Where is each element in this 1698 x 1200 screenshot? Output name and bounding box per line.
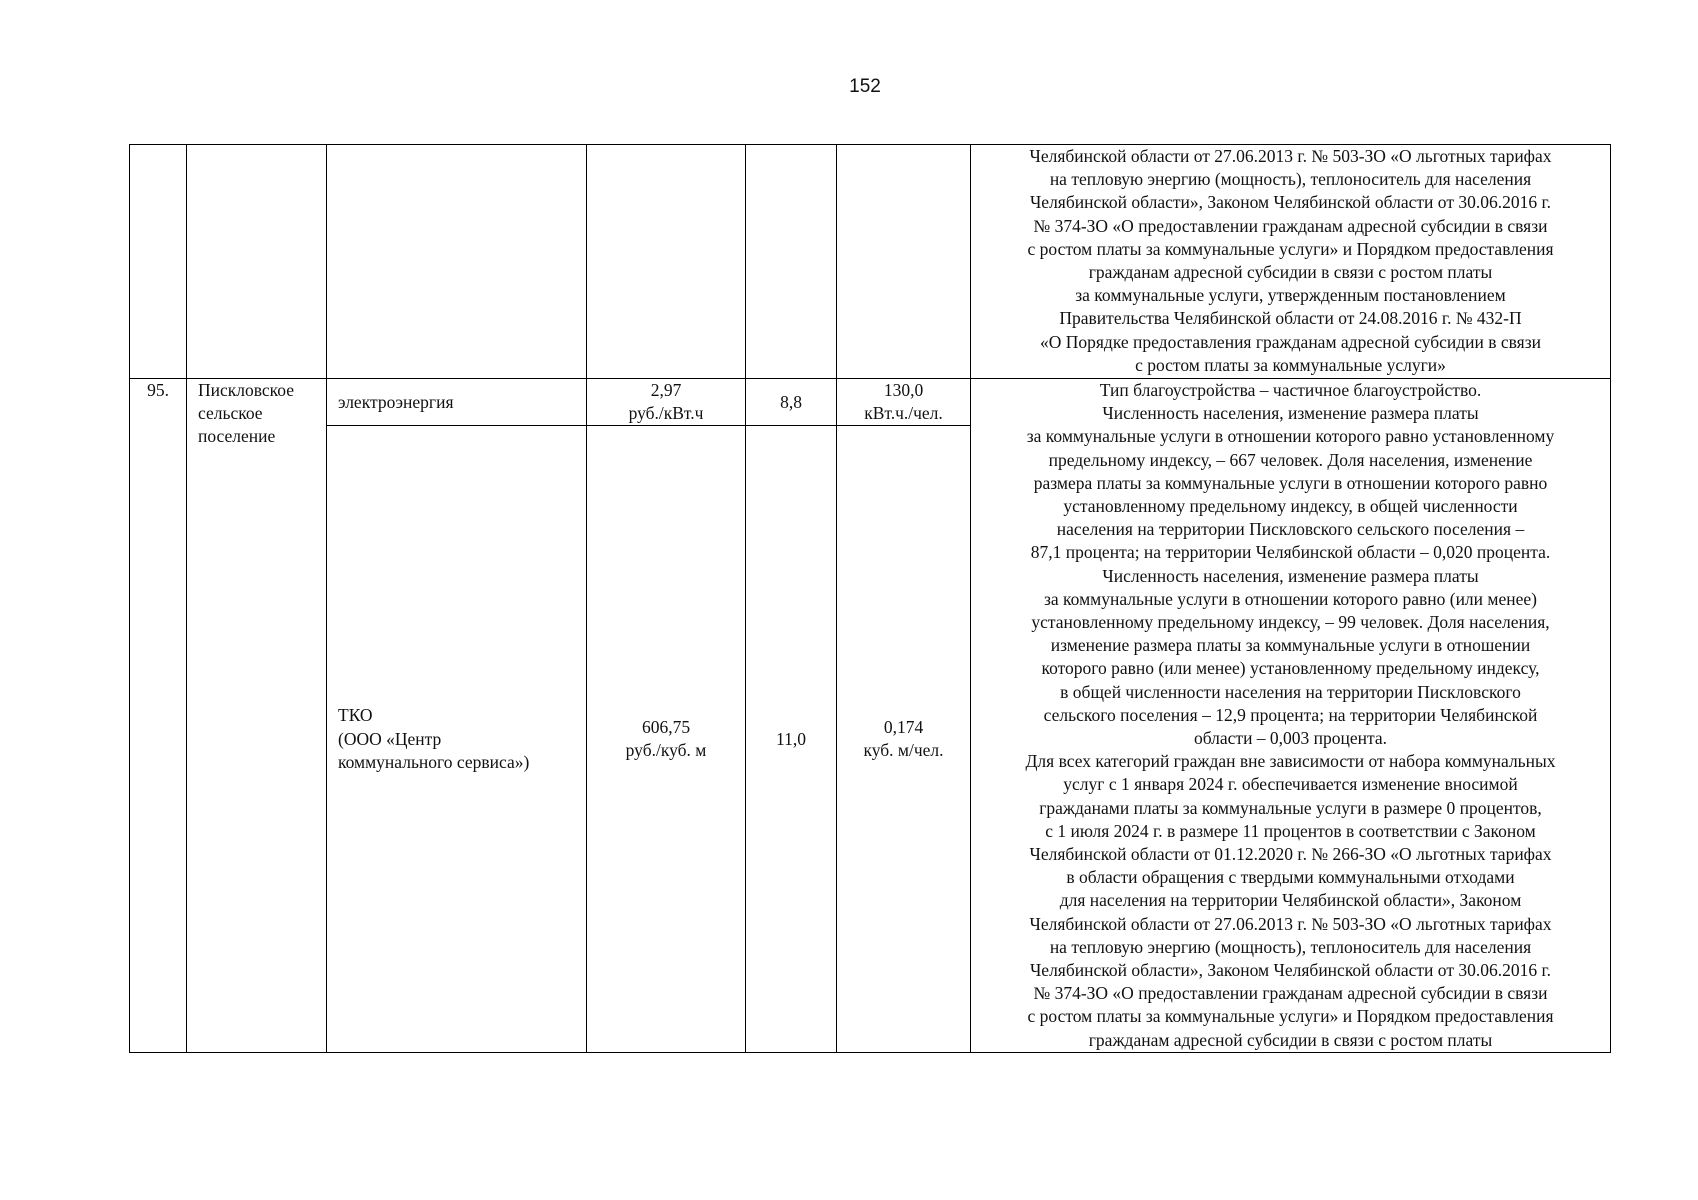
notes-line: в области обращения с твердыми коммунальными отходами [1066,867,1515,888]
notes-line: гражданам адресной субсидии в связи с ростом платы [1088,262,1493,283]
norm-electricity [837,379,971,426]
notes-line: для населения на территории Челябинской области», Законом [1059,890,1522,911]
notes-line: Челябинской области», Законом Челябинской области от 30.06.2016 г. [1029,960,1552,981]
settlement-name-line: поселение [198,426,276,447]
notes-line: которого равно (или менее) установленному предельному индексу, [1041,658,1540,679]
notes-line: № 374-ЗО «О предоставлении гражданам адресной субсидии в связи [1033,215,1548,236]
notes-line: предельному индексу, – 667 человек. Доля населения, изменение [1048,449,1533,470]
service-name-line: коммунального сервиса») [338,751,530,772]
continuation-settlement-cell [187,145,327,379]
notes-line: Тип благоустройства – частичное благоустройство. [1099,380,1482,400]
notes-line: изменение размера платы за коммунальные услуги в отношении [1050,635,1531,656]
entry-number: 95. [130,379,187,1053]
continuation-number-cell [130,145,187,379]
continuation-tariff-cell [587,145,746,379]
table-row [130,379,1611,426]
notes-line: на тепловую энергию (мощность), теплоноситель для населения [1049,936,1532,957]
continuation-notes-cell [971,145,1611,379]
notes-line: населения на территории Пискловского сельского поселения – [1056,519,1525,540]
notes-line: установленному предельному индексу, – 99 человек. Доля населения, [1031,612,1550,633]
tariff-unit: руб./куб. м [625,740,707,761]
notes-line: гражданам адресной субсидии в связи с ростом платы [1088,1029,1493,1050]
notes-line: № 374-ЗО «О предоставлении гражданам адресной субсидии в связи [1033,983,1548,1004]
notes-line: на тепловую энергию (мощность), теплоноситель для населения [1049,169,1532,190]
notes-line: Челябинской области от 01.12.2020 г. № 266-ЗО «О льготных тарифах [1029,844,1552,865]
index-waste: 11,0 [746,426,837,1052]
index-electricity: 8,8 [746,379,837,426]
service-name-line: (ООО «Центр [338,728,442,749]
continuation-service-cell [327,145,587,379]
tariff-waste [587,426,746,1052]
notes-line: Численность населения, изменение размера платы [1102,565,1479,586]
notes-line: гражданами платы за коммунальные услуги в размере 0 процентов, [1039,797,1542,818]
tariff-electricity [587,379,746,426]
notes-line: за коммунальные услуги в отношении которого равно установленному [1026,426,1555,447]
tariff-value: 2,97 [650,380,682,400]
tariff-unit: руб./кВт.ч [628,403,704,424]
notes-line: Челябинской области от 27.06.2013 г. № 503-ЗО «О льготных тарифах [1029,146,1552,166]
notes-line: Численность населения, изменение размера платы [1102,403,1479,424]
tariff-table [129,144,1611,1053]
norm-value: 0,174 [883,716,924,737]
notes-line: с ростом платы за коммунальные услуги» [1135,354,1446,375]
settlement-name-line: сельское [198,403,263,424]
notes-line: с ростом платы за коммунальные услуги» и Порядком предоставления [1027,238,1554,259]
notes-line: 87,1 процента; на территории Челябинской области – 0,020 процента. [1030,542,1551,563]
page-number: 152 [849,76,881,97]
notes-line: за коммунальные услуги, утвержденным постановлением [1075,285,1506,306]
service-name-electricity [327,379,587,426]
notes-line: Для всех категорий граждан вне зависимости от набора коммунальных [1025,751,1556,772]
notes-line: в общей численности населения на территории Пискловского [1060,681,1521,702]
notes-line: Челябинской области», Законом Челябинской области от 30.06.2016 г. [1029,192,1552,213]
service-name-line: ТКО [338,705,373,726]
notes-line: с 1 июля 2024 г. в размере 11 процентов в соответствии с Законом [1045,820,1536,841]
notes-line: с ростом платы за коммунальные услуги» и Порядком предоставления [1027,1006,1554,1027]
notes-line: Челябинской области от 27.06.2013 г. № 503-ЗО «О льготных тарифах [1029,913,1552,934]
continuation-row [130,145,1611,379]
settlement-name-line: Пискловское [198,380,295,400]
notes-line: установленному предельному индексу, в общей численности [1063,496,1518,517]
notes-line: области – 0,003 процента. [1193,728,1388,749]
service-name-line: электроэнергия [338,391,454,412]
continuation-index-cell [746,145,837,379]
continuation-norm-cell [837,145,971,379]
norm-unit: куб. м/чел. [863,740,944,761]
norm-unit: кВт.ч./чел. [864,403,943,424]
notes-line: сельского поселения – 12,9 процента; на территории Челябинской [1043,704,1538,725]
notes-line: размера платы за коммунальные услуги в отношении которого равно [1033,472,1548,493]
notes-line: Правительства Челябинской области от 24.08.2016 г. № 432-П [1059,308,1522,329]
notes-line: услуг с 1 января 2024 г. обеспечивается изменение вносимой [1063,774,1518,795]
norm-value: 130,0 [883,380,924,400]
settlement-name [187,379,327,1053]
entry-notes [971,379,1611,1053]
tariff-value: 606,75 [641,716,691,737]
norm-waste [837,426,971,1052]
service-name-waste [327,426,587,1052]
notes-line: «О Порядке предоставления гражданам адресной субсидии в связи [1039,331,1542,352]
notes-line: за коммунальные услуги в отношении которого равно (или менее) [1044,588,1537,609]
